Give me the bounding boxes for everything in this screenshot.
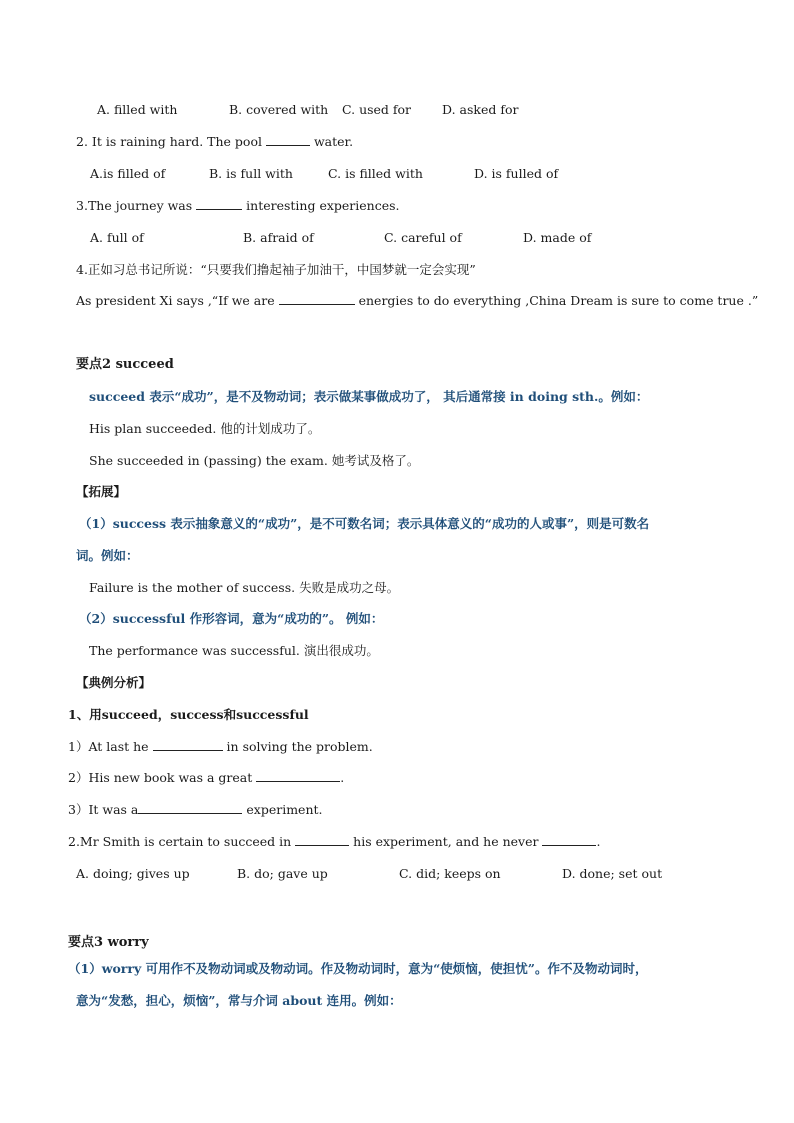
question-4-stem-end: energies to do everything ,China Dream is sure to come true .” [358, 293, 759, 308]
answer-blank[interactable] [295, 833, 349, 846]
answer-blank[interactable] [196, 197, 242, 210]
extend-item-1-cont: 词。例如： [76, 548, 139, 563]
extend-item-1: （1）success 表示抽象意义的“成功”，是不可数名词；表示具体意义的“成功的人或事”，则是可数名 [79, 516, 650, 531]
a2-option-a: A. doing; gives up [76, 866, 190, 881]
q2-option-d: D. is fulled of [474, 166, 559, 181]
q2-option-a: A.is filled of [90, 166, 166, 181]
q1-option-c: C. used for [342, 102, 412, 117]
a2-option-d: D. done; set out [562, 866, 663, 881]
point-2-title: 要点2 succeed [76, 357, 174, 372]
q3-option-b: B. afraid of [243, 230, 314, 245]
analysis-1-question-2: 2）His new book was a great . [68, 770, 345, 785]
question-4-stem: As president Xi says ,“If we are [76, 293, 275, 308]
question-3-number: 3. [76, 198, 88, 213]
a2-option-b: B. do; gave up [237, 866, 328, 881]
answer-blank[interactable] [542, 833, 596, 846]
q2-option-c: C. is filled with [328, 166, 423, 181]
question-4-chinese: 4.正如习总书记所说：“只要我们撸起袖子加油干，中国梦就一定会实现” [76, 262, 476, 277]
q1-option-d: D. asked for [442, 102, 519, 117]
q3-option-a: A. full of [90, 230, 144, 245]
q1-option-a: A. filled with [97, 102, 178, 117]
example-sentence: The performance was successful. 演出很成功。 [89, 643, 379, 658]
answer-blank[interactable] [279, 292, 355, 305]
question-4-english [76, 292, 758, 310]
question-2-stem: It is raining hard. The pool [91, 134, 262, 149]
analysis-1-question-1: 1）At last he in solving the problem. [68, 739, 373, 754]
analysis-heading: 【典例分析】 [76, 675, 152, 690]
extend-item-2: （2）successful 作形容词，意为“成功的”。 例如： [79, 611, 384, 626]
analysis-1-title: 1、用succeed，success和successful [68, 707, 309, 722]
answer-blank[interactable] [138, 801, 242, 814]
q1-option-b: B. covered with [229, 102, 329, 117]
question-2-stem-end: water. [313, 134, 354, 149]
question-3 [76, 197, 400, 215]
a2-option-c: C. did; keeps on [399, 866, 501, 881]
analysis-2-question: 2.Mr Smith is certain to succeed in his experiment, and he never . [68, 834, 601, 849]
point-3-title: 要点3 worry [68, 935, 149, 950]
question-3-stem: The journey was [87, 198, 193, 213]
extend-heading: 【拓展】 [76, 484, 127, 499]
point-2-description: succeed 表示“成功”，是不及物动词；表示做某事做成功了， 其后通常接 in doing sth.。例如： [89, 389, 649, 404]
example-sentence: Failure is the mother of success. 失败是成功之母。 [89, 580, 400, 595]
answer-blank[interactable] [256, 769, 340, 782]
q3-option-d: D. made of [523, 230, 592, 245]
q2-option-b: B. is full with [209, 166, 293, 181]
question-3-stem-end: interesting experiences. [246, 198, 400, 213]
question-2: 2. It is raining hard. The pool water. [76, 134, 354, 149]
analysis-1-question-3: 3）It was a experiment. [68, 802, 323, 817]
point-3-description: （1）worry 可用作不及物动词或及物动词。作及物动词时，意为“使烦恼，使担忧”。作不及物动词时， [68, 961, 648, 976]
q3-option-c: C. careful of [384, 230, 462, 245]
example-sentence: His plan succeeded. 他的计划成功了。 [89, 421, 321, 436]
example-sentence: She succeeded in (passing) the exam. 她考试及格了。 [89, 453, 420, 468]
answer-blank[interactable] [153, 738, 223, 751]
question-2-number: 2 [76, 134, 84, 149]
point-3-description-cont: 意为“发愁，担心，烦恼”，常与介词 about 连用。例如： [76, 993, 402, 1008]
answer-blank[interactable] [266, 133, 310, 146]
